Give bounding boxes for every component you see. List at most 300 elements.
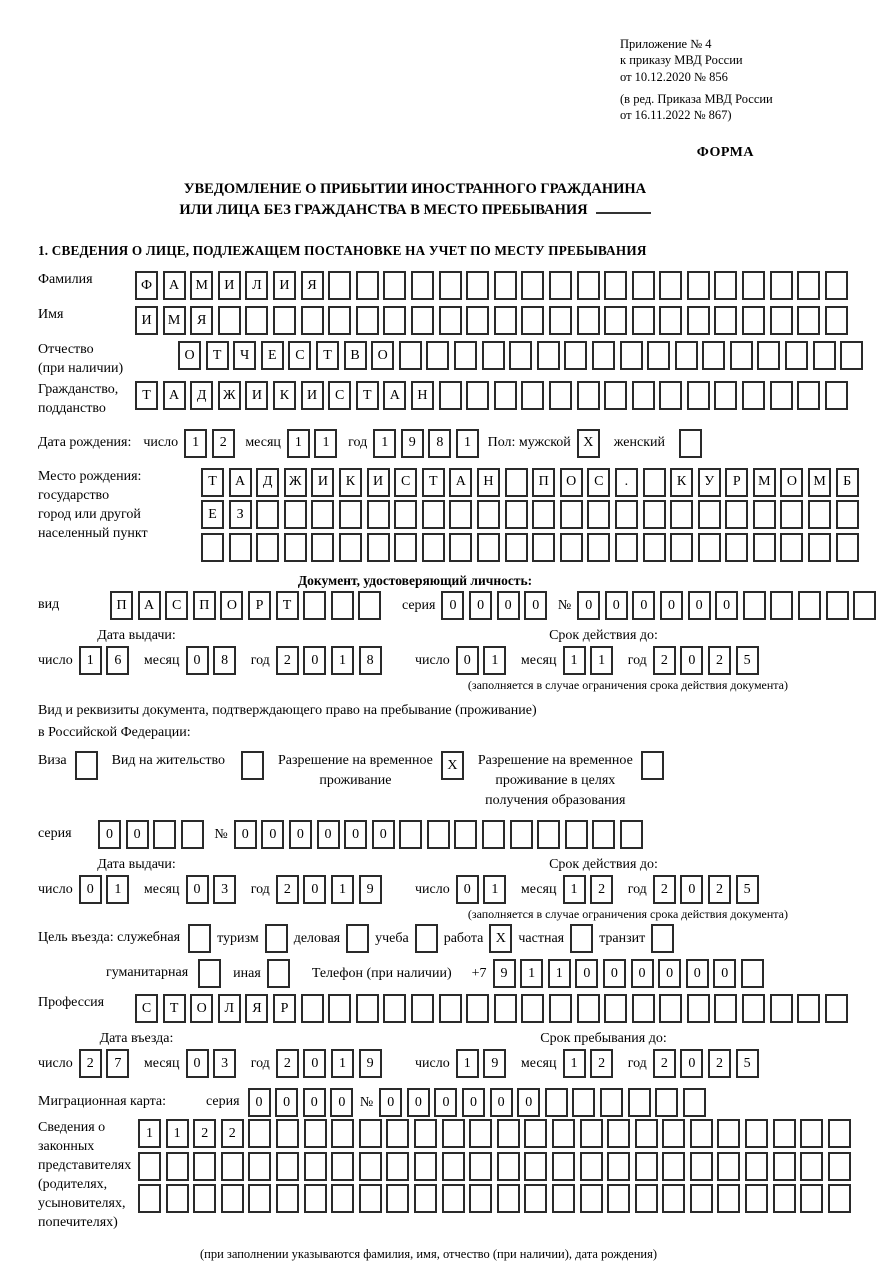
citizenship-boxes[interactable] <box>135 381 852 410</box>
char-box[interactable] <box>524 1119 547 1148</box>
char-box[interactable] <box>505 468 528 497</box>
char-box[interactable] <box>386 1184 409 1213</box>
char-box[interactable] <box>193 1184 216 1213</box>
char-box[interactable] <box>577 381 600 410</box>
char-box[interactable] <box>580 1119 603 1148</box>
char-box[interactable] <box>439 271 462 300</box>
char-box[interactable] <box>808 533 831 562</box>
char-box[interactable] <box>386 1152 409 1181</box>
char-box[interactable]: Д <box>256 468 279 497</box>
char-box[interactable]: 0 <box>658 959 681 988</box>
char-box[interactable]: 2 <box>276 646 299 675</box>
char-box[interactable]: Е <box>261 341 284 370</box>
char-box[interactable]: 0 <box>469 591 492 620</box>
char-box[interactable] <box>311 533 334 562</box>
char-box[interactable]: 1 <box>287 429 310 458</box>
char-box[interactable] <box>304 1152 327 1181</box>
male-checkbox[interactable]: X <box>577 429 600 458</box>
char-box[interactable]: 0 <box>186 875 209 904</box>
char-box[interactable] <box>394 500 417 529</box>
business-checkbox[interactable] <box>346 924 369 953</box>
char-box[interactable] <box>358 591 381 620</box>
char-box[interactable]: 1 <box>483 646 506 675</box>
char-box[interactable]: 5 <box>736 875 759 904</box>
char-box[interactable] <box>356 994 379 1023</box>
id-series-boxes[interactable] <box>441 591 551 620</box>
char-box[interactable] <box>181 820 204 849</box>
char-box[interactable]: 0 <box>317 820 340 849</box>
char-box[interactable] <box>356 271 379 300</box>
char-box[interactable] <box>509 341 532 370</box>
char-box[interactable] <box>439 381 462 410</box>
char-box[interactable] <box>284 533 307 562</box>
char-box[interactable]: 0 <box>407 1088 430 1117</box>
char-box[interactable] <box>698 500 721 529</box>
char-box[interactable]: 1 <box>483 875 506 904</box>
char-box[interactable] <box>505 500 528 529</box>
char-box[interactable] <box>494 381 517 410</box>
char-box[interactable] <box>328 306 351 335</box>
char-box[interactable]: 0 <box>631 959 654 988</box>
phone-boxes[interactable] <box>493 959 769 988</box>
char-box[interactable]: Л <box>218 994 241 1023</box>
char-box[interactable] <box>800 1119 823 1148</box>
char-box[interactable]: 9 <box>483 1049 506 1078</box>
id-number-boxes[interactable] <box>577 591 881 620</box>
humanitarian-checkbox[interactable] <box>198 959 221 988</box>
char-box[interactable]: 1 <box>456 429 479 458</box>
char-box[interactable] <box>770 381 793 410</box>
char-box[interactable]: 0 <box>126 820 149 849</box>
char-box[interactable] <box>687 271 710 300</box>
char-box[interactable] <box>604 381 627 410</box>
char-box[interactable]: . <box>615 468 638 497</box>
char-box[interactable]: Т <box>201 468 224 497</box>
char-box[interactable] <box>797 381 820 410</box>
char-box[interactable]: 2 <box>276 875 299 904</box>
name-boxes[interactable] <box>135 306 852 335</box>
char-box[interactable] <box>659 271 682 300</box>
char-box[interactable]: И <box>301 381 324 410</box>
char-box[interactable]: 6 <box>106 646 129 675</box>
permit-issue-year[interactable] <box>276 875 386 904</box>
entry-year[interactable] <box>276 1049 386 1078</box>
char-box[interactable]: Я <box>301 271 324 300</box>
char-box[interactable]: Ж <box>284 468 307 497</box>
char-box[interactable]: 1 <box>106 875 129 904</box>
char-box[interactable] <box>798 591 821 620</box>
char-box[interactable]: 2 <box>708 1049 731 1078</box>
char-box[interactable] <box>800 1184 823 1213</box>
permit-valid-year[interactable] <box>653 875 763 904</box>
char-box[interactable]: 2 <box>212 429 235 458</box>
mc-series-boxes[interactable] <box>248 1088 358 1117</box>
char-box[interactable]: 1 <box>548 959 571 988</box>
char-box[interactable] <box>717 1152 740 1181</box>
char-box[interactable]: 0 <box>462 1088 485 1117</box>
char-box[interactable] <box>331 1152 354 1181</box>
char-box[interactable]: 2 <box>79 1049 102 1078</box>
char-box[interactable] <box>714 994 737 1023</box>
char-box[interactable] <box>454 341 477 370</box>
char-box[interactable] <box>620 820 643 849</box>
char-box[interactable] <box>741 959 764 988</box>
char-box[interactable]: 1 <box>520 959 543 988</box>
char-box[interactable] <box>659 994 682 1023</box>
char-box[interactable] <box>800 1152 823 1181</box>
char-box[interactable]: 0 <box>490 1088 513 1117</box>
tourism-checkbox[interactable] <box>265 924 288 953</box>
other-checkbox[interactable] <box>267 959 290 988</box>
char-box[interactable] <box>411 271 434 300</box>
rep-row-1[interactable] <box>138 1119 855 1148</box>
char-box[interactable]: 0 <box>372 820 395 849</box>
char-box[interactable] <box>482 820 505 849</box>
char-box[interactable] <box>662 1119 685 1148</box>
char-box[interactable]: Р <box>725 468 748 497</box>
residence-checkbox[interactable] <box>241 751 264 780</box>
char-box[interactable]: Ч <box>233 341 256 370</box>
char-box[interactable] <box>426 341 449 370</box>
char-box[interactable] <box>339 533 362 562</box>
id-kind-boxes[interactable] <box>110 591 386 620</box>
char-box[interactable]: 2 <box>708 875 731 904</box>
char-box[interactable]: 1 <box>79 646 102 675</box>
char-box[interactable] <box>753 533 776 562</box>
char-box[interactable] <box>773 1152 796 1181</box>
private-checkbox[interactable] <box>570 924 593 953</box>
char-box[interactable]: 9 <box>493 959 516 988</box>
char-box[interactable] <box>537 820 560 849</box>
char-box[interactable]: 2 <box>193 1119 216 1148</box>
char-box[interactable] <box>552 1119 575 1148</box>
char-box[interactable] <box>367 533 390 562</box>
stay-year[interactable] <box>653 1049 763 1078</box>
char-box[interactable] <box>620 341 643 370</box>
char-box[interactable]: А <box>163 381 186 410</box>
char-box[interactable] <box>714 306 737 335</box>
char-box[interactable] <box>449 500 472 529</box>
char-box[interactable]: М <box>190 271 213 300</box>
char-box[interactable] <box>687 381 710 410</box>
permit-issue-day[interactable] <box>79 875 134 904</box>
temp-res-checkbox[interactable]: X <box>441 751 464 780</box>
char-box[interactable] <box>745 1184 768 1213</box>
transit-checkbox[interactable] <box>651 924 674 953</box>
char-box[interactable] <box>477 500 500 529</box>
char-box[interactable] <box>248 1119 271 1148</box>
char-box[interactable] <box>521 271 544 300</box>
char-box[interactable] <box>328 994 351 1023</box>
char-box[interactable] <box>643 533 666 562</box>
char-box[interactable]: Н <box>477 468 500 497</box>
char-box[interactable]: И <box>273 271 296 300</box>
stay-day[interactable] <box>456 1049 511 1078</box>
char-box[interactable] <box>687 306 710 335</box>
char-box[interactable] <box>770 994 793 1023</box>
stay-month[interactable] <box>563 1049 618 1078</box>
char-box[interactable]: 2 <box>653 1049 676 1078</box>
official-checkbox[interactable] <box>188 924 211 953</box>
char-box[interactable] <box>521 381 544 410</box>
char-box[interactable] <box>469 1184 492 1213</box>
char-box[interactable] <box>797 994 820 1023</box>
char-box[interactable] <box>549 381 572 410</box>
char-box[interactable] <box>714 381 737 410</box>
char-box[interactable] <box>399 820 422 849</box>
char-box[interactable]: О <box>190 994 213 1023</box>
char-box[interactable] <box>743 591 766 620</box>
char-box[interactable] <box>635 1184 658 1213</box>
char-box[interactable]: 1 <box>138 1119 161 1148</box>
char-box[interactable] <box>577 271 600 300</box>
char-box[interactable] <box>311 500 334 529</box>
char-box[interactable]: 1 <box>563 646 586 675</box>
char-box[interactable]: Л <box>245 271 268 300</box>
work-checkbox[interactable]: X <box>489 924 512 953</box>
char-box[interactable] <box>780 533 803 562</box>
char-box[interactable] <box>592 341 615 370</box>
char-box[interactable] <box>439 994 462 1023</box>
char-box[interactable] <box>745 1119 768 1148</box>
char-box[interactable]: К <box>273 381 296 410</box>
char-box[interactable] <box>532 500 555 529</box>
char-box[interactable]: У <box>698 468 721 497</box>
char-box[interactable]: А <box>163 271 186 300</box>
char-box[interactable] <box>532 533 555 562</box>
char-box[interactable] <box>683 1088 706 1117</box>
char-box[interactable]: 0 <box>441 591 464 620</box>
char-box[interactable] <box>442 1184 465 1213</box>
char-box[interactable] <box>600 1088 623 1117</box>
char-box[interactable]: Р <box>273 994 296 1023</box>
char-box[interactable]: Я <box>245 994 268 1023</box>
char-box[interactable]: И <box>367 468 390 497</box>
char-box[interactable]: 0 <box>303 1049 326 1078</box>
char-box[interactable] <box>780 500 803 529</box>
char-box[interactable] <box>675 341 698 370</box>
char-box[interactable] <box>836 533 859 562</box>
char-box[interactable] <box>670 500 693 529</box>
char-box[interactable] <box>201 533 224 562</box>
char-box[interactable] <box>853 591 876 620</box>
char-box[interactable] <box>828 1152 851 1181</box>
char-box[interactable]: 0 <box>275 1088 298 1117</box>
char-box[interactable]: Р <box>248 591 271 620</box>
char-box[interactable] <box>524 1152 547 1181</box>
char-box[interactable]: И <box>135 306 158 335</box>
char-box[interactable]: 2 <box>590 1049 613 1078</box>
char-box[interactable] <box>394 533 417 562</box>
char-box[interactable] <box>628 1088 651 1117</box>
char-box[interactable] <box>773 1119 796 1148</box>
char-box[interactable] <box>730 341 753 370</box>
char-box[interactable]: 0 <box>577 591 600 620</box>
char-box[interactable]: 9 <box>359 1049 382 1078</box>
char-box[interactable]: 0 <box>186 1049 209 1078</box>
char-box[interactable]: О <box>220 591 243 620</box>
char-box[interactable]: 9 <box>359 875 382 904</box>
char-box[interactable]: 1 <box>331 646 354 675</box>
char-box[interactable] <box>248 1152 271 1181</box>
char-box[interactable] <box>494 271 517 300</box>
visa-checkbox[interactable] <box>75 751 98 780</box>
char-box[interactable]: 0 <box>517 1088 540 1117</box>
char-box[interactable] <box>635 1152 658 1181</box>
char-box[interactable] <box>414 1152 437 1181</box>
char-box[interactable] <box>745 1152 768 1181</box>
char-box[interactable] <box>328 271 351 300</box>
char-box[interactable] <box>785 341 808 370</box>
char-box[interactable] <box>647 341 670 370</box>
char-box[interactable] <box>560 533 583 562</box>
char-box[interactable] <box>604 271 627 300</box>
char-box[interactable]: С <box>165 591 188 620</box>
char-box[interactable] <box>301 994 324 1023</box>
char-box[interactable] <box>494 994 517 1023</box>
char-box[interactable]: Т <box>422 468 445 497</box>
char-box[interactable]: И <box>245 381 268 410</box>
char-box[interactable] <box>607 1184 630 1213</box>
char-box[interactable]: С <box>328 381 351 410</box>
char-box[interactable] <box>276 1184 299 1213</box>
char-box[interactable]: Т <box>356 381 379 410</box>
char-box[interactable] <box>825 381 848 410</box>
id-issue-day[interactable] <box>79 646 134 675</box>
char-box[interactable]: Т <box>163 994 186 1023</box>
char-box[interactable]: Д <box>190 381 213 410</box>
char-box[interactable]: 0 <box>603 959 626 988</box>
char-box[interactable]: И <box>218 271 241 300</box>
char-box[interactable]: 0 <box>434 1088 457 1117</box>
char-box[interactable]: 1 <box>563 1049 586 1078</box>
char-box[interactable] <box>742 381 765 410</box>
char-box[interactable] <box>494 306 517 335</box>
char-box[interactable] <box>840 341 863 370</box>
char-box[interactable] <box>138 1152 161 1181</box>
char-box[interactable] <box>383 271 406 300</box>
char-box[interactable]: А <box>138 591 161 620</box>
char-box[interactable]: 2 <box>653 646 676 675</box>
char-box[interactable]: 0 <box>605 591 628 620</box>
char-box[interactable]: 0 <box>303 1088 326 1117</box>
char-box[interactable] <box>331 1119 354 1148</box>
char-box[interactable]: 1 <box>456 1049 479 1078</box>
char-box[interactable] <box>549 994 572 1023</box>
char-box[interactable] <box>690 1184 713 1213</box>
char-box[interactable]: Ж <box>218 381 241 410</box>
char-box[interactable] <box>466 381 489 410</box>
char-box[interactable]: 0 <box>632 591 655 620</box>
char-box[interactable]: 5 <box>736 1049 759 1078</box>
char-box[interactable]: Т <box>135 381 158 410</box>
char-box[interactable] <box>469 1119 492 1148</box>
char-box[interactable] <box>276 1152 299 1181</box>
char-box[interactable]: 0 <box>456 646 479 675</box>
char-box[interactable] <box>414 1119 437 1148</box>
char-box[interactable] <box>770 271 793 300</box>
char-box[interactable] <box>607 1119 630 1148</box>
char-box[interactable]: В <box>344 341 367 370</box>
char-box[interactable] <box>552 1152 575 1181</box>
char-box[interactable] <box>565 820 588 849</box>
char-box[interactable]: 1 <box>563 875 586 904</box>
permit-series-boxes[interactable] <box>98 820 208 849</box>
char-box[interactable] <box>331 1184 354 1213</box>
char-box[interactable]: М <box>163 306 186 335</box>
char-box[interactable] <box>836 500 859 529</box>
char-box[interactable] <box>604 994 627 1023</box>
char-box[interactable] <box>497 1119 520 1148</box>
char-box[interactable] <box>356 306 379 335</box>
char-box[interactable] <box>442 1152 465 1181</box>
char-box[interactable] <box>256 500 279 529</box>
char-box[interactable]: 0 <box>680 1049 703 1078</box>
char-box[interactable] <box>383 306 406 335</box>
char-box[interactable] <box>218 306 241 335</box>
char-box[interactable]: 1 <box>184 429 207 458</box>
char-box[interactable]: Н <box>411 381 434 410</box>
char-box[interactable] <box>643 500 666 529</box>
char-box[interactable] <box>466 994 489 1023</box>
char-box[interactable]: 0 <box>330 1088 353 1117</box>
char-box[interactable]: С <box>135 994 158 1023</box>
char-box[interactable] <box>359 1119 382 1148</box>
char-box[interactable] <box>770 306 793 335</box>
char-box[interactable] <box>635 1119 658 1148</box>
char-box[interactable]: 3 <box>213 875 236 904</box>
birthplace-row-2[interactable] <box>201 500 863 529</box>
char-box[interactable]: 0 <box>660 591 683 620</box>
char-box[interactable] <box>632 306 655 335</box>
char-box[interactable]: П <box>193 591 216 620</box>
permit-valid-day[interactable] <box>456 875 511 904</box>
char-box[interactable]: 0 <box>379 1088 402 1117</box>
char-box[interactable]: 7 <box>106 1049 129 1078</box>
char-box[interactable] <box>304 1184 327 1213</box>
char-box[interactable] <box>577 994 600 1023</box>
char-box[interactable]: Б <box>836 468 859 497</box>
char-box[interactable] <box>549 271 572 300</box>
char-box[interactable]: 1 <box>590 646 613 675</box>
char-box[interactable] <box>659 306 682 335</box>
char-box[interactable]: 5 <box>736 646 759 675</box>
char-box[interactable] <box>825 306 848 335</box>
birthplace-row-1[interactable] <box>201 468 863 497</box>
char-box[interactable]: 0 <box>715 591 738 620</box>
char-box[interactable] <box>537 341 560 370</box>
char-box[interactable] <box>717 1119 740 1148</box>
profession-boxes[interactable] <box>135 994 852 1023</box>
char-box[interactable] <box>301 306 324 335</box>
char-box[interactable] <box>545 1088 568 1117</box>
char-box[interactable] <box>477 533 500 562</box>
char-box[interactable]: 0 <box>575 959 598 988</box>
birthplace-row-3[interactable] <box>201 533 863 562</box>
char-box[interactable] <box>466 271 489 300</box>
char-box[interactable] <box>449 533 472 562</box>
char-box[interactable] <box>742 994 765 1023</box>
char-box[interactable] <box>632 381 655 410</box>
char-box[interactable] <box>359 1184 382 1213</box>
char-box[interactable] <box>552 1184 575 1213</box>
char-box[interactable]: 0 <box>686 959 709 988</box>
char-box[interactable] <box>662 1152 685 1181</box>
char-box[interactable]: 1 <box>166 1119 189 1148</box>
char-box[interactable] <box>284 500 307 529</box>
char-box[interactable] <box>717 1184 740 1213</box>
char-box[interactable] <box>753 500 776 529</box>
